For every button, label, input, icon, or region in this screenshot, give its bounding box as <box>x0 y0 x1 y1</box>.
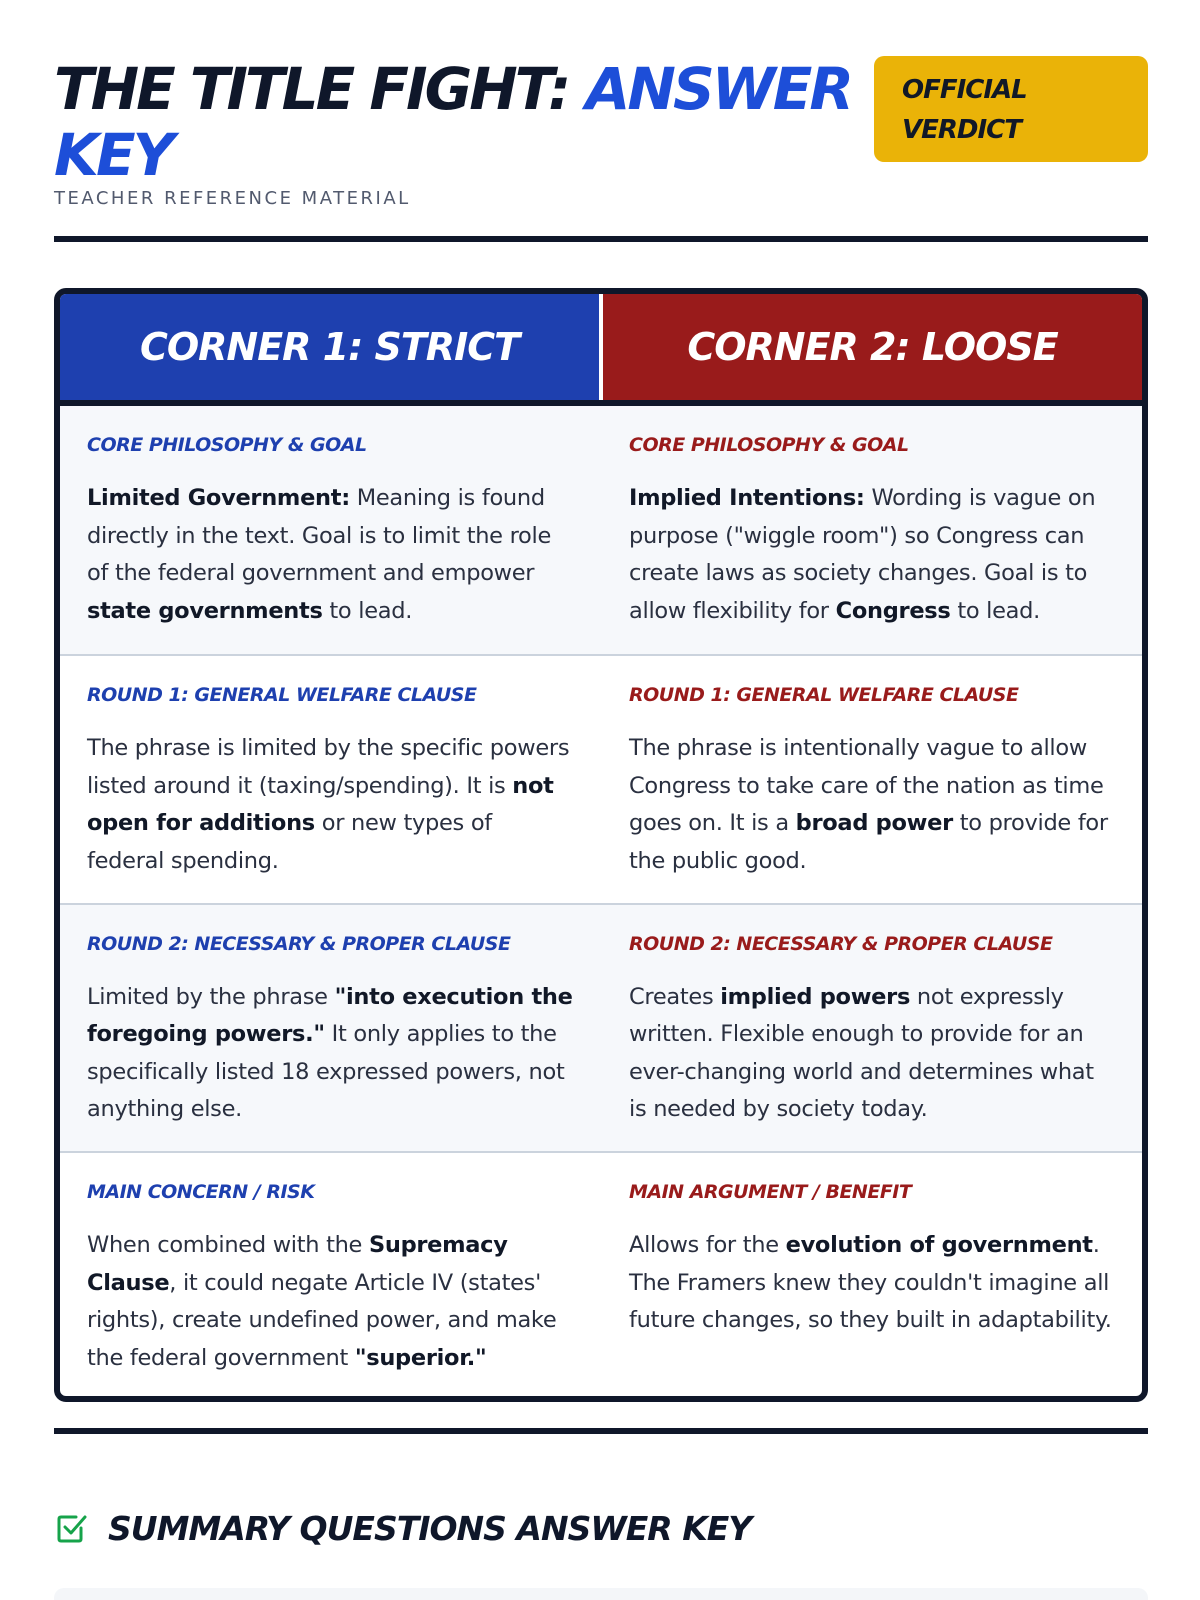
cell-label: CORE PHILOSOPHY & GOAL <box>629 434 909 456</box>
body-text: Creates <box>629 983 721 1010</box>
table-cell-loose <box>600 656 1142 903</box>
cell-body <box>629 730 1116 880</box>
table-header <box>60 294 1142 406</box>
cell-label: ROUND 1: GENERAL WELFARE CLAUSE <box>87 684 477 706</box>
cell-body <box>87 1227 574 1377</box>
cell-body <box>87 480 574 630</box>
emphasis-text: Congress <box>835 597 951 624</box>
body-text: not expressly written. Flexible enough to provide for an ever-changing world and determines what is needed by society today. <box>629 983 1094 1123</box>
body-text: Allows for the <box>629 1232 786 1258</box>
body-text: , it could negate Article IV (states' rights), create undefined power, and make the federal government <box>87 1269 557 1371</box>
table-row <box>60 903 1142 1152</box>
comparison-table <box>54 288 1148 1402</box>
emphasis-text: not open for additions <box>87 772 554 837</box>
body-text: . The Framers knew they couldn't imagine all future changes, so they built in adaptability. <box>629 1232 1112 1334</box>
emphasis-text: evolution of government <box>785 1232 1093 1258</box>
table-cell-strict <box>60 406 600 654</box>
body-text: The phrase is limited by the specific powers listed around it (taxing/spending). It is <box>87 735 570 799</box>
header-divider <box>54 236 1148 242</box>
table-cell-loose <box>600 406 1142 654</box>
body-text: It only applies to the specifically listed 18 expressed powers, not anything else. <box>87 1021 565 1123</box>
summary-answers-box <box>54 1588 1148 1600</box>
body-text: Limited by the phrase <box>87 983 335 1010</box>
table-cell-loose <box>600 905 1142 1152</box>
page-header <box>54 56 1148 216</box>
body-text: to lead. <box>950 597 1040 624</box>
cell-body <box>629 979 1116 1129</box>
cell-body <box>87 730 574 880</box>
emphasis-text: state governments <box>87 597 323 624</box>
page-title <box>54 56 874 188</box>
table-body <box>60 406 1142 1400</box>
table-row <box>60 406 1142 654</box>
emphasis-text: implied powers <box>720 983 911 1010</box>
body-text: The phrase is intentionally vague to allow Congress to take care of the nation as time goes on. It is a <box>629 735 1104 837</box>
cell-body <box>629 480 1116 630</box>
emphasis-text: Limited Government: <box>87 485 350 511</box>
page-subtitle: TEACHER REFERENCE MATERIAL <box>54 188 411 209</box>
table-cell-strict <box>60 1153 600 1400</box>
section-divider <box>54 1428 1148 1434</box>
table-cell-strict <box>60 656 600 903</box>
body-text: to provide for the public good. <box>629 810 1108 874</box>
cell-label: ROUND 1: GENERAL WELFARE CLAUSE <box>629 684 1019 706</box>
title-accent: ANSWER KEY <box>54 55 851 189</box>
summary-title: SUMMARY QUESTIONS ANSWER KEY <box>108 1508 752 1548</box>
title-main: THE TITLE FIGHT: <box>54 55 586 123</box>
cell-body <box>87 979 574 1129</box>
emphasis-text: "superior." <box>354 1344 487 1371</box>
emphasis-text: "into execution the foregoing powers." <box>87 983 573 1048</box>
body-text: to lead. <box>322 597 413 624</box>
checkbox-check-icon <box>54 1510 90 1546</box>
column-header-strict: CORNER 1: STRICT <box>60 294 603 400</box>
table-cell-loose <box>600 1153 1142 1400</box>
cell-label: MAIN CONCERN / RISK <box>87 1181 315 1203</box>
table-row <box>60 654 1142 903</box>
emphasis-text: Supremacy Clause <box>87 1232 508 1296</box>
cell-label: MAIN ARGUMENT / BENEFIT <box>629 1181 912 1203</box>
cell-label: CORE PHILOSOPHY & GOAL <box>87 434 367 456</box>
emphasis-text: Implied Intentions: <box>629 485 865 511</box>
table-cell-strict <box>60 905 600 1152</box>
body-text: or new types of federal spending. <box>87 810 492 874</box>
emphasis-text: broad power <box>795 810 953 837</box>
cell-label: ROUND 2: NECESSARY & PROPER CLAUSE <box>87 932 511 955</box>
body-text: When combined with the <box>87 1232 369 1258</box>
cell-label: ROUND 2: NECESSARY & PROPER CLAUSE <box>629 932 1053 955</box>
column-header-loose: CORNER 2: LOOSE <box>603 294 1142 400</box>
table-row <box>60 1151 1142 1400</box>
official-verdict-badge: OFFICIAL VERDICT <box>874 56 1148 162</box>
cell-body <box>629 1227 1116 1340</box>
summary-heading <box>54 1508 751 1548</box>
body-text: Wording is vague on purpose ("wiggle room") so Congress can create laws as society changes. Goal is to allow flexibility for <box>629 485 1096 624</box>
body-text: Meaning is found directly in the text. Goal is to limit the role of the federal government and empower <box>87 485 551 587</box>
